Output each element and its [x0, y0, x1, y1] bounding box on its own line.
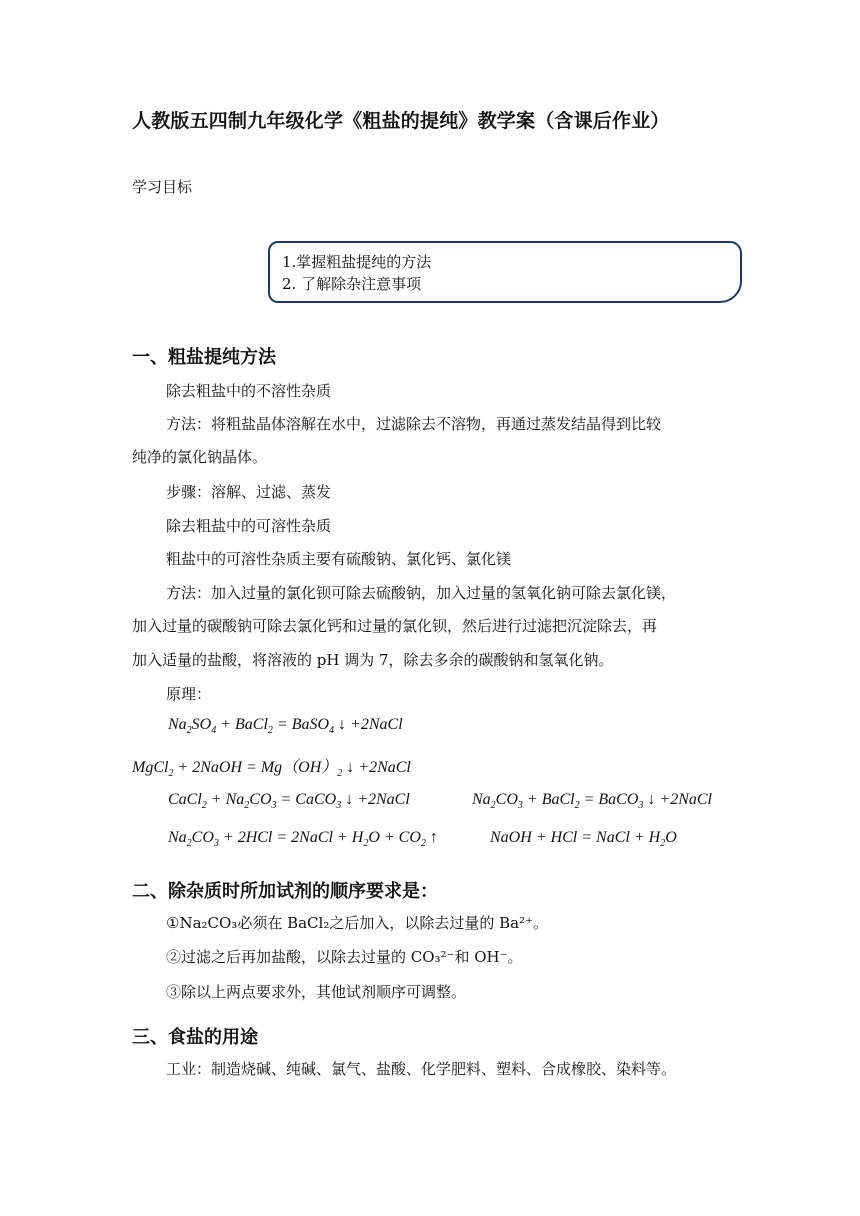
- principle-label: 原理：: [166, 685, 212, 703]
- section1-heading: 一、粗盐提纯方法: [132, 347, 276, 368]
- method2-line3: 加入适量的盐酸，将溶液的 pH 调为 7，除去多余的碳酸钠和氢氧化钠。: [132, 651, 614, 669]
- impurities-text: 粗盐中的可溶性杂质主要有硫酸钠、氯化钙、氯化镁: [166, 550, 512, 568]
- section2-heading: 二、除杂质时所加试剂的顺序要求是：: [132, 881, 438, 902]
- industry-uses: 工业：制造烧碱、纯碱、氯气、盐酸、化学肥料、塑料、合成橡胶、染料等。: [166, 1060, 677, 1078]
- section1-sub2: 除去粗盐中的可溶性杂质: [166, 517, 332, 535]
- section1-sub1: 除去粗盐中的不溶性杂质: [166, 382, 332, 400]
- objective-item-1: 1.掌握粗盐提纯的方法: [282, 253, 432, 271]
- equation-5: $Na_2CO_3 + 2HCl$ = 2NaCl + $H_2O + CO_2$ ↑: [168, 829, 438, 850]
- method1-line1: 方法：将粗盐晶体溶解在水中，过滤除去不溶物，再通过蒸发结晶得到比较: [166, 415, 662, 433]
- method2-line1: 方法：加入过量的氯化钡可除去硫酸钠，加入过量的氢氧化钠可除去氯化镁，: [166, 584, 677, 602]
- equation-4: $Na_2CO_3$ + BaCl$_2$ = BaCO$_3$ ↓ +2NaCl: [472, 791, 712, 812]
- rule-1: ①Na₂CO₃必须在 BaCl₂之后加入，以除去过量的 Ba²⁺。: [166, 914, 549, 932]
- equation-2: MgCl$_2$ + 2NaOH = $Mg(OH)_2$ ↓ +2NaCl: [132, 759, 411, 780]
- equation-3: CaCl$_2$ + $Na_2CO_3$ = CaCO$_3$ ↓ +2NaCl: [168, 791, 410, 812]
- objective-item-2: 2. 了解除杂注意事项: [282, 275, 422, 293]
- equation-1: $Na_2SO_4$ + BaCl$_2$ = BaSO$_4$ ↓ +2NaCl: [168, 716, 403, 737]
- method1-line2: 纯净的氯化钠晶体。: [132, 448, 268, 466]
- section3-heading: 三、食盐的用途: [132, 1027, 258, 1048]
- document-title: 人教版五四制九年级化学《粗盐的提纯》教学案（含课后作业）: [132, 110, 670, 132]
- steps-text: 步骤：溶解、过滤、蒸发: [166, 483, 332, 501]
- equation-6: NaOH + HCl = NaCl + $H_2O$: [490, 829, 677, 850]
- objectives-label: 学习目标: [132, 178, 193, 196]
- method2-line2: 加入过量的碳酸钠可除去氯化钙和过量的氯化钡，然后进行过滤把沉淀除去，再: [132, 617, 658, 635]
- rule-2: ②过滤之后再加盐酸，以除去过量的 CO₃²⁻和 OH⁻。: [166, 948, 523, 966]
- rule-3: ③除以上两点要求外，其他试剂顺序可调整。: [166, 983, 467, 1001]
